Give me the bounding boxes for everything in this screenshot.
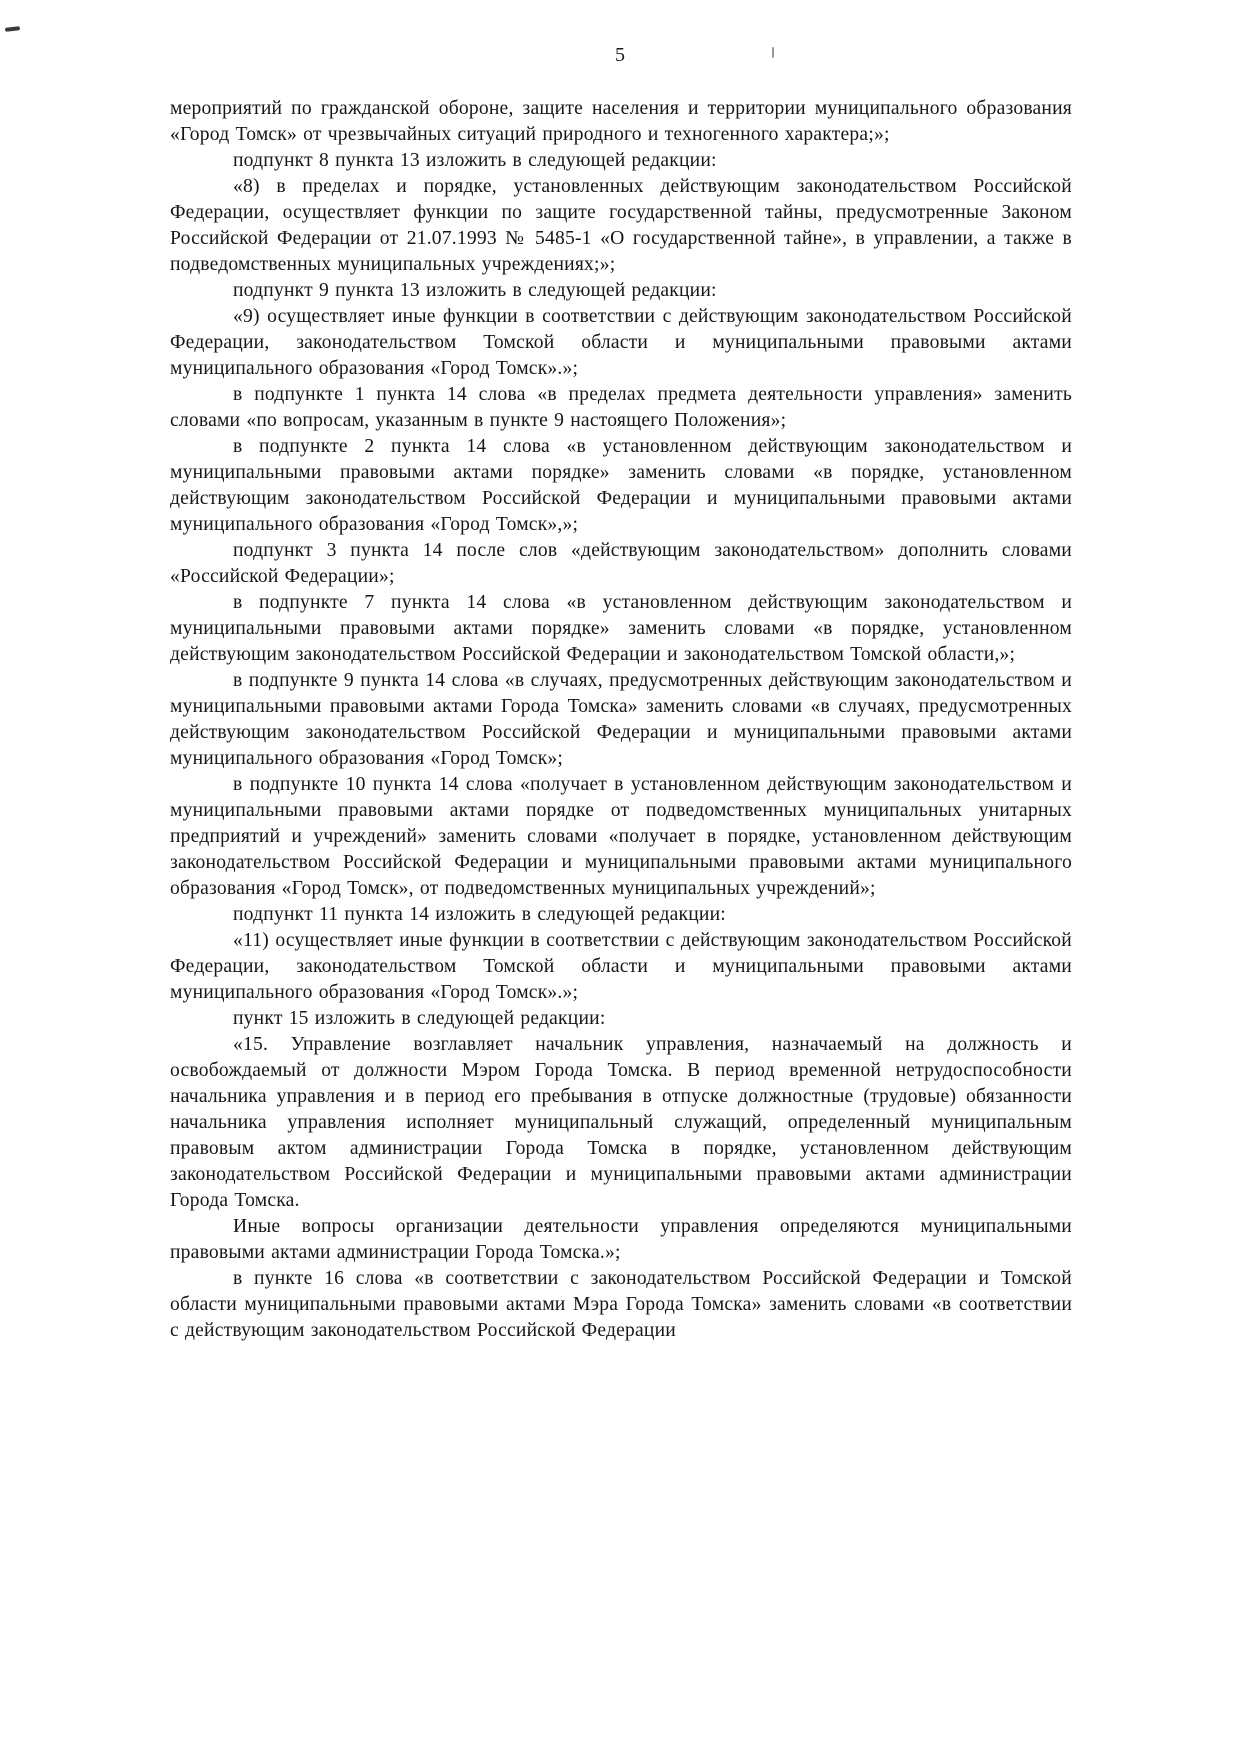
paragraph: в подпункте 2 пункта 14 слова «в установленном действующим законодательством и муниципальными правовыми актами порядке» заменить словами «в порядке, установленном действующим законодательством Российской Федерации и муниципальными правовыми актами муниципального образования «Город Томск»,»; [170,436,1072,535]
scan-artifact [5,26,20,32]
paragraph: в пункте 16 слова «в соответствии с законодательством Российской Федерации и Томской области муниципальными правовыми актами Мэра Города Томска» заменить словами «в соответствии с действующим законодательством Российской Федерации [170,1268,1072,1341]
paragraph: «11) осуществляет иные функции в соответствии с действующим законодательством Российской Федерации, законодательством Томской области и муниципальными правовыми актами муниципального образования «Город Томск».»; [170,930,1072,1003]
paragraph: в подпункте 9 пункта 14 слова «в случаях, предусмотренных действующим законодательством и муниципальными правовыми актами Города Томска» заменить словами «в случаях, предусмотренных действующим законодательством Российской Федерации и муниципальными правовыми актами муниципального образования «Город Томск»; [170,670,1072,769]
paragraph: подпункт 9 пункта 13 изложить в следующей редакции: [233,280,717,301]
paragraph: «8) в пределах и порядке, установленных действующим законодательством Российской Федерации, осуществляет функции по защите государственной тайны, предусмотренные Законом Российской Федерации от 21.07.1993 № 5485-1 «О государственной тайне», в управлении, а также в подведомственных муниципальных учреждениях;»; [170,176,1072,275]
paragraph: подпункт 8 пункта 13 изложить в следующей редакции: [233,150,717,171]
paragraph: в подпункте 7 пункта 14 слова «в установленном действующим законодательством и муниципальными правовыми актами порядке» заменить словами «в порядке, установленном действующим законодательством Российской Федерации и законодательством Томской области,»; [170,592,1072,665]
paragraph: «15. Управление возглавляет начальник управления, назначаемый на должность и освобождаемый от должности Мэром Города Томска. В период временной нетрудоспособности начальника управления и в период его пребывания в отпуске должностные (трудовые) обязанности начальника управления исполняет муниципальный служащий, определенный муниципальным правовым актом администрации Города Томска в порядке, установленном действующим законодательством Российской Федерации и муниципальными правовыми актами администрации Города Томска. [170,1034,1072,1211]
page-number: 5 [615,44,625,66]
paragraph: в подпункте 10 пункта 14 слова «получает в установленном действующим законодательством и муниципальными правовыми актами порядке от подведомственных муниципальных унитарных предприятий и учреждений» заменить словами «получает в порядке, установленном действующим законодательством Российской Федерации и муниципальными правовыми актами муниципального образования «Город Томск», от подведомственных муниципальных учреждений»; [170,774,1072,899]
paragraph: подпункт 11 пункта 14 изложить в следующей редакции: [233,904,726,925]
paragraph: Иные вопросы организации деятельности управления определяются муниципальными правовыми актами администрации Города Томска.»; [170,1216,1072,1263]
document-body [170,96,1072,1344]
paragraph: мероприятий по гражданской обороне, защите населения и территории муниципального образования «Город Томск» от чрезвычайных ситуаций природного и техногенного характера;»; [170,98,1072,145]
paragraph: в подпункте 1 пункта 14 слова «в пределах предмета деятельности управления» заменить словами «по вопросам, указанным в пункте 9 настоящего Положения»; [170,384,1072,431]
paragraph: «9) осуществляет иные функции в соответствии с действующим законодательством Российской Федерации, законодательством Томской области и муниципальными правовыми актами муниципального образования «Город Томск».»; [170,306,1072,379]
paragraph: подпункт 3 пункта 14 после слов «действующим законодательством» дополнить словами «Российской Федерации»; [170,540,1072,587]
paragraph: пункт 15 изложить в следующей редакции: [233,1008,606,1029]
